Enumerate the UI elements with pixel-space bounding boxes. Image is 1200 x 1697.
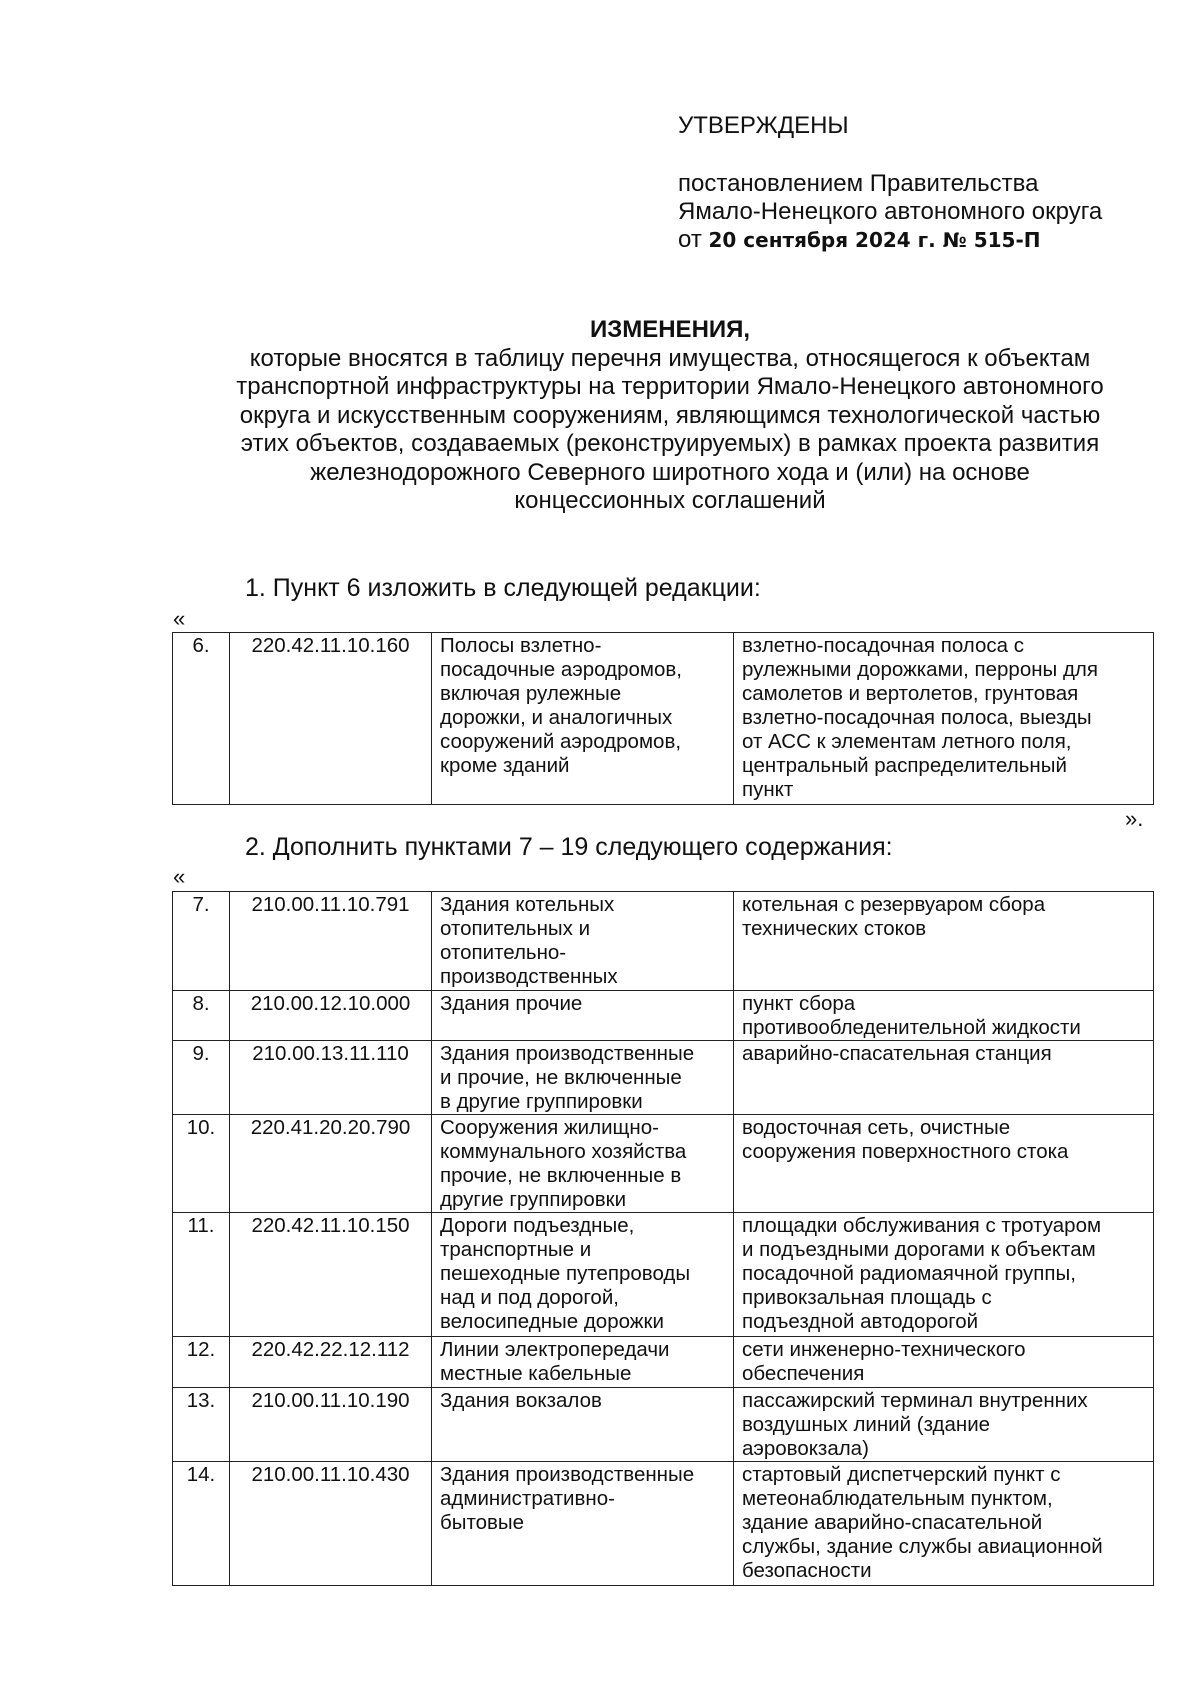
approval-date-prefix: от <box>678 226 709 253</box>
okof-code: 210.00.11.10.190 <box>230 1388 432 1462</box>
object-description <box>734 1462 1154 1586</box>
object-description-line: самолетов и вертолетов, грунтовая <box>742 682 1079 705</box>
object-description-line: пункт <box>742 778 794 801</box>
object-description-line: привокзальная площадь с <box>742 1286 992 1309</box>
row-number: 12. <box>173 1337 230 1388</box>
object-name <box>432 1213 734 1337</box>
okof-code: 210.00.11.10.430 <box>230 1462 432 1586</box>
object-name-line: дорожки, и аналогичных <box>440 706 673 729</box>
section-1-text: 1. Пункт 6 изложить в следующей редакции: <box>245 574 761 602</box>
section-1-close-quote: ». <box>1125 806 1144 831</box>
object-description-line: подъездной автодорогой <box>742 1310 979 1333</box>
object-description-line: здание аварийно-спасательной <box>742 1511 1043 1534</box>
row-number: 10. <box>173 1115 230 1213</box>
table-row <box>173 1213 1154 1337</box>
object-name-line: коммунального хозяйства <box>440 1140 687 1163</box>
object-name-line: прочие, не включенные в <box>440 1164 682 1187</box>
section-2-table <box>172 891 1154 1586</box>
object-description-line: службы, здание службы авиационной <box>742 1535 1103 1558</box>
object-name-line: сооружений аэродромов, <box>440 730 682 753</box>
object-description-line: метеонаблюдательным пунктом, <box>742 1487 1053 1510</box>
object-name-line: Сооружения жилищно- <box>440 1116 659 1139</box>
object-name-line: над и под дорогой, <box>440 1286 619 1309</box>
object-description <box>734 892 1154 991</box>
object-name <box>432 991 734 1041</box>
object-description-line: сети инженерно-технического <box>742 1338 1026 1361</box>
object-name-line: включая рулежные <box>440 682 622 705</box>
object-description-line: рулежными дорожками, перроны для <box>742 658 1098 681</box>
object-description-line: безопасности <box>742 1559 872 1582</box>
object-name-line: Здания котельных <box>440 893 615 916</box>
section-2-text: 2. Дополнить пунктами 7 – 19 следующего содержания: <box>245 833 893 861</box>
document-heading <box>170 316 1170 516</box>
okof-code: 220.42.11.10.150 <box>230 1213 432 1337</box>
object-name-line: Полосы взлетно- <box>440 634 602 657</box>
object-name <box>432 633 734 805</box>
section-1-table <box>172 632 1154 805</box>
object-description-line: котельная с резервуаром сбора <box>742 893 1046 916</box>
object-name <box>432 1462 734 1586</box>
table-row <box>173 1462 1154 1586</box>
object-description-line: пассажирский терминал внутренних <box>742 1389 1088 1412</box>
object-name-line: в другие группировки <box>440 1090 643 1113</box>
object-name-line: и прочие, не включенные <box>440 1066 682 1089</box>
approval-line-1: постановлением Правительства <box>678 170 1039 197</box>
table-row <box>173 1115 1154 1213</box>
okof-code: 210.00.11.10.791 <box>230 892 432 991</box>
row-number: 11. <box>173 1213 230 1337</box>
object-name-line: административно- <box>440 1487 615 1510</box>
table-row <box>173 1388 1154 1462</box>
table-row <box>173 1041 1154 1115</box>
object-description-line: стартовый диспетчерский пункт с <box>742 1463 1061 1486</box>
object-description-line: противообледенительной жидкости <box>742 1016 1081 1039</box>
heading-line: транспортной инфраструктуры на территории Ямало-Ненецкого автономного <box>236 373 1104 400</box>
object-name-line: Здания производственные <box>440 1042 695 1065</box>
okof-code: 220.41.20.20.790 <box>230 1115 432 1213</box>
row-number: 14. <box>173 1462 230 1586</box>
object-name-line: местные кабельные <box>440 1362 632 1385</box>
object-description-line: обеспечения <box>742 1362 865 1385</box>
table-row <box>173 633 1154 805</box>
object-description-line: аварийно-спасательная станция <box>742 1042 1052 1065</box>
okof-code: 210.00.12.10.000 <box>230 991 432 1041</box>
object-description-line: технических стоков <box>742 917 927 940</box>
okof-code: 220.42.11.10.160 <box>230 633 432 805</box>
section-1-open-quote: « <box>173 606 186 631</box>
heading-line: которые вносятся в таблицу перечня имущества, относящегося к объектам <box>249 344 1091 372</box>
row-number: 8. <box>173 991 230 1041</box>
row-number: 7. <box>173 892 230 991</box>
object-description <box>734 1041 1154 1115</box>
object-description-line: водосточная сеть, очистные <box>742 1116 1011 1139</box>
object-name-line: Здания вокзалов <box>440 1389 602 1412</box>
object-description <box>734 991 1154 1041</box>
object-description-line: взлетно-посадочная полоса с <box>742 634 1024 657</box>
heading-title: ИЗМЕНЕНИЯ, <box>589 316 751 343</box>
object-name-line: бытовые <box>440 1511 525 1534</box>
object-description-line: аэровокзала) <box>742 1437 869 1460</box>
heading-line: этих объектов, создаваемых (реконструируемых) в рамках проекта развития <box>240 430 1100 457</box>
approval-spacer <box>678 140 1102 170</box>
object-name-line: Линии электропередачи <box>440 1338 670 1361</box>
object-name-line: Здания производственные <box>440 1463 695 1486</box>
object-name-line: Здания прочие <box>440 992 583 1015</box>
object-name <box>432 1115 734 1213</box>
object-description-line: центральный распределительный <box>742 754 1067 777</box>
table-row <box>173 892 1154 991</box>
object-name-line: транспортные и <box>440 1238 592 1261</box>
row-number: 13. <box>173 1388 230 1462</box>
object-name <box>432 1337 734 1388</box>
object-description-line: и подъездными дорогами к объектам <box>742 1238 1096 1261</box>
object-description-line: посадочной радиомаячной группы, <box>742 1262 1076 1285</box>
object-name <box>432 892 734 991</box>
object-name-line: кроме зданий <box>440 754 570 777</box>
object-name-line: велосипедные дорожки <box>440 1310 664 1333</box>
object-description-line: пункт сбора <box>742 992 856 1015</box>
object-name-line: другие группировки <box>440 1188 627 1211</box>
object-description <box>734 1337 1154 1388</box>
object-name-line: отопительных и <box>440 917 591 940</box>
heading-line: концессионных соглашений <box>514 487 826 514</box>
table-row <box>173 1337 1154 1388</box>
approval-date-value: 20 сентября 2024 г. № 515-П <box>708 228 1041 252</box>
table-row <box>173 991 1154 1041</box>
row-number: 9. <box>173 1041 230 1115</box>
approval-date-line <box>678 226 1102 254</box>
object-description-line: воздушных линий (здание <box>742 1413 991 1436</box>
object-description-line: площадки обслуживания с тротуаром <box>742 1214 1102 1237</box>
object-description <box>734 1388 1154 1462</box>
object-description-line: взлетно-посадочная полоса, выезды <box>742 706 1092 729</box>
object-name-line: пешеходные путепроводы <box>440 1262 691 1285</box>
object-name-line: Дороги подъездные, <box>440 1214 635 1237</box>
approval-title: УТВЕРЖДЕНЫ <box>678 112 849 139</box>
okof-code: 210.00.13.11.110 <box>230 1041 432 1115</box>
approval-block <box>678 112 1102 254</box>
object-name-line: отопительно- <box>440 941 567 964</box>
object-description <box>734 633 1154 805</box>
object-name-line: посадочные аэродромов, <box>440 658 682 681</box>
object-description <box>734 1213 1154 1337</box>
object-description <box>734 1115 1154 1213</box>
row-number: 6. <box>173 633 230 805</box>
object-name <box>432 1041 734 1115</box>
heading-line: железнодорожного Северного широтного хода и (или) на основе <box>310 458 1030 486</box>
object-name-line: производственных <box>440 965 618 988</box>
object-description-line: сооружения поверхностного стока <box>742 1140 1069 1163</box>
object-name <box>432 1388 734 1462</box>
okof-code: 220.42.22.12.112 <box>230 1337 432 1388</box>
object-description-line: от АСС к элементам летного поля, <box>742 730 1072 753</box>
section-2-open-quote: « <box>173 864 186 889</box>
heading-line: округа и искусственным сооружениям, являющимся технологической частью <box>239 401 1101 429</box>
approval-line-2: Ямало-Ненецкого автономного округа <box>678 198 1103 225</box>
